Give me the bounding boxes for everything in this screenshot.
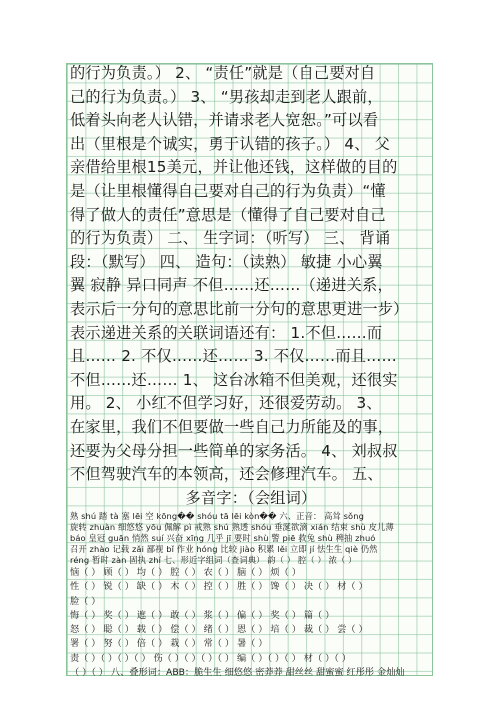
text-line: 表示递进关系的关联词语还有： 1.不但……而 bbox=[70, 323, 383, 342]
worksheet-body-text bbox=[70, 62, 432, 510]
text-line: 脸（ ） bbox=[70, 595, 101, 607]
text-line: 用。 2、 小红不但学习好，还很爱劳动。 3、 bbox=[70, 394, 382, 413]
text-line: 己的行为负责。） 3、 “男孩却走到老人跟前， bbox=[70, 87, 383, 106]
text-line: 的行为负责。） 2、 “责任”就是（自己要对自 bbox=[70, 64, 376, 82]
text-line: 旋转 zhuàn 细悠悠 yōu 佩解 pì 戒熟 shú 熟透 shóu 垂涎欲滴 xián 结束 shù 皮儿薄 bbox=[70, 522, 394, 533]
text-line: 亲借给里根15美元，并让他还钱，这样做的目的 bbox=[70, 158, 398, 177]
text-line: 署（ ） 努（ ） 倍（ ） 栽（ ） 常（ ） 暑（ ） bbox=[70, 638, 268, 650]
text-line: 出（里根是个诚实，勇于认错的孩子。） 4、 父 bbox=[70, 134, 391, 153]
section-heading: 多音字：（会组词） bbox=[185, 488, 317, 507]
pinyin-section bbox=[70, 511, 432, 566]
text-line: （ ）（ ） 八、叠形词：ABB：脆生生 细悠悠 密莽莽 甜丝丝 甜蜜蜜 红彤彤 金灿灿 bbox=[70, 667, 405, 679]
text-line: 恼（ ） 顾（ ） 均（ ） 腔（ ） 农（ ） 脑（ ） 烦（ ） bbox=[70, 567, 301, 578]
text-line: réng 暂时 zàn 固执 zhí 七、形近字组词（查词典） 韵（ ） 腔（ ） 浓（ ） bbox=[70, 555, 357, 566]
text-line: 召开 zhào 记载 zǎi 鄙视 bǐ 作业 hóng 比较 jiào 积累 lěi 立即 jí 怯生生 qiè 仍然 bbox=[70, 544, 378, 555]
text-line: 表示后一分句的意思比前一分句的意思更进一步） bbox=[70, 299, 409, 318]
text-line: 低着头向老人认错，并请求老人宽恕。”可以看 bbox=[70, 111, 379, 130]
text-line: 性（ ） 锐（ ） 缺（ ） 木（ ） 控（ ） 胜（ ） 馋（ ） 决（ ） 材（ ） bbox=[70, 581, 368, 593]
text-line: 在家里，我们不但要做一些自己力所能及的事， bbox=[70, 417, 394, 436]
text-line: 还要为父母分担一些简单的家务活。 4、 刘叔叔 bbox=[70, 441, 398, 460]
text-line: 不但驾驶汽车的本领高，还会修理汽车。 五、 bbox=[70, 465, 383, 484]
text-line: 的行为负责） 二、 生字词：（听写） 三、 背诵 bbox=[70, 229, 391, 248]
text-line: 段：（默写） 四、 造句：（读熟） 敏捷 小心翼 bbox=[70, 252, 383, 271]
text-line: 是（让里根懂得自己要对自己的行为负责）“懂 bbox=[70, 181, 386, 200]
text-line: 怒（ ） 聪（ ） 载（ ） 偿（ ） 绪（ ） 恩（ ） 培（ ） 裁（ ） 尝（ ） bbox=[70, 624, 368, 636]
text-line: 得了做人的责任”意思是（懂得了自己要对自己 bbox=[70, 205, 386, 224]
word-group-section bbox=[70, 566, 432, 680]
text-line: 且…… 2. 不仅……还…… 3. 不仅……而且…… bbox=[70, 347, 397, 366]
text-line: 翼 寂静 异口同声 不但……还……（递进关系， bbox=[70, 276, 393, 295]
text-line: 熟 shú 踏 tà 塞 lēi 空 kōng�� shóu tā lēi kòn�� 六、正音： 高耸 sǒng bbox=[70, 511, 364, 521]
text-line: 不但……还…… 1、 这台冰箱不但美观，还很实 bbox=[70, 370, 398, 389]
text-line: 责（ ）（ ）（ ）（ ） 伤（ ）（ ）（ ）（ ） 编（ ）（ ）（ ） 材（ ）（ ） bbox=[70, 652, 351, 664]
text-line: 悔（ ） 奖（ ） 遮（ ） 敢（ ） 浆（ ） 偏（ ） 奖（ ） 篇（ ） bbox=[70, 609, 335, 621]
text-line: báo 皇冠 guān 悄然 suí 兴奋 xīng 几乎 jī 要时 shù 警 piē 救兔 shù 稗抽 zhuó bbox=[70, 533, 376, 544]
